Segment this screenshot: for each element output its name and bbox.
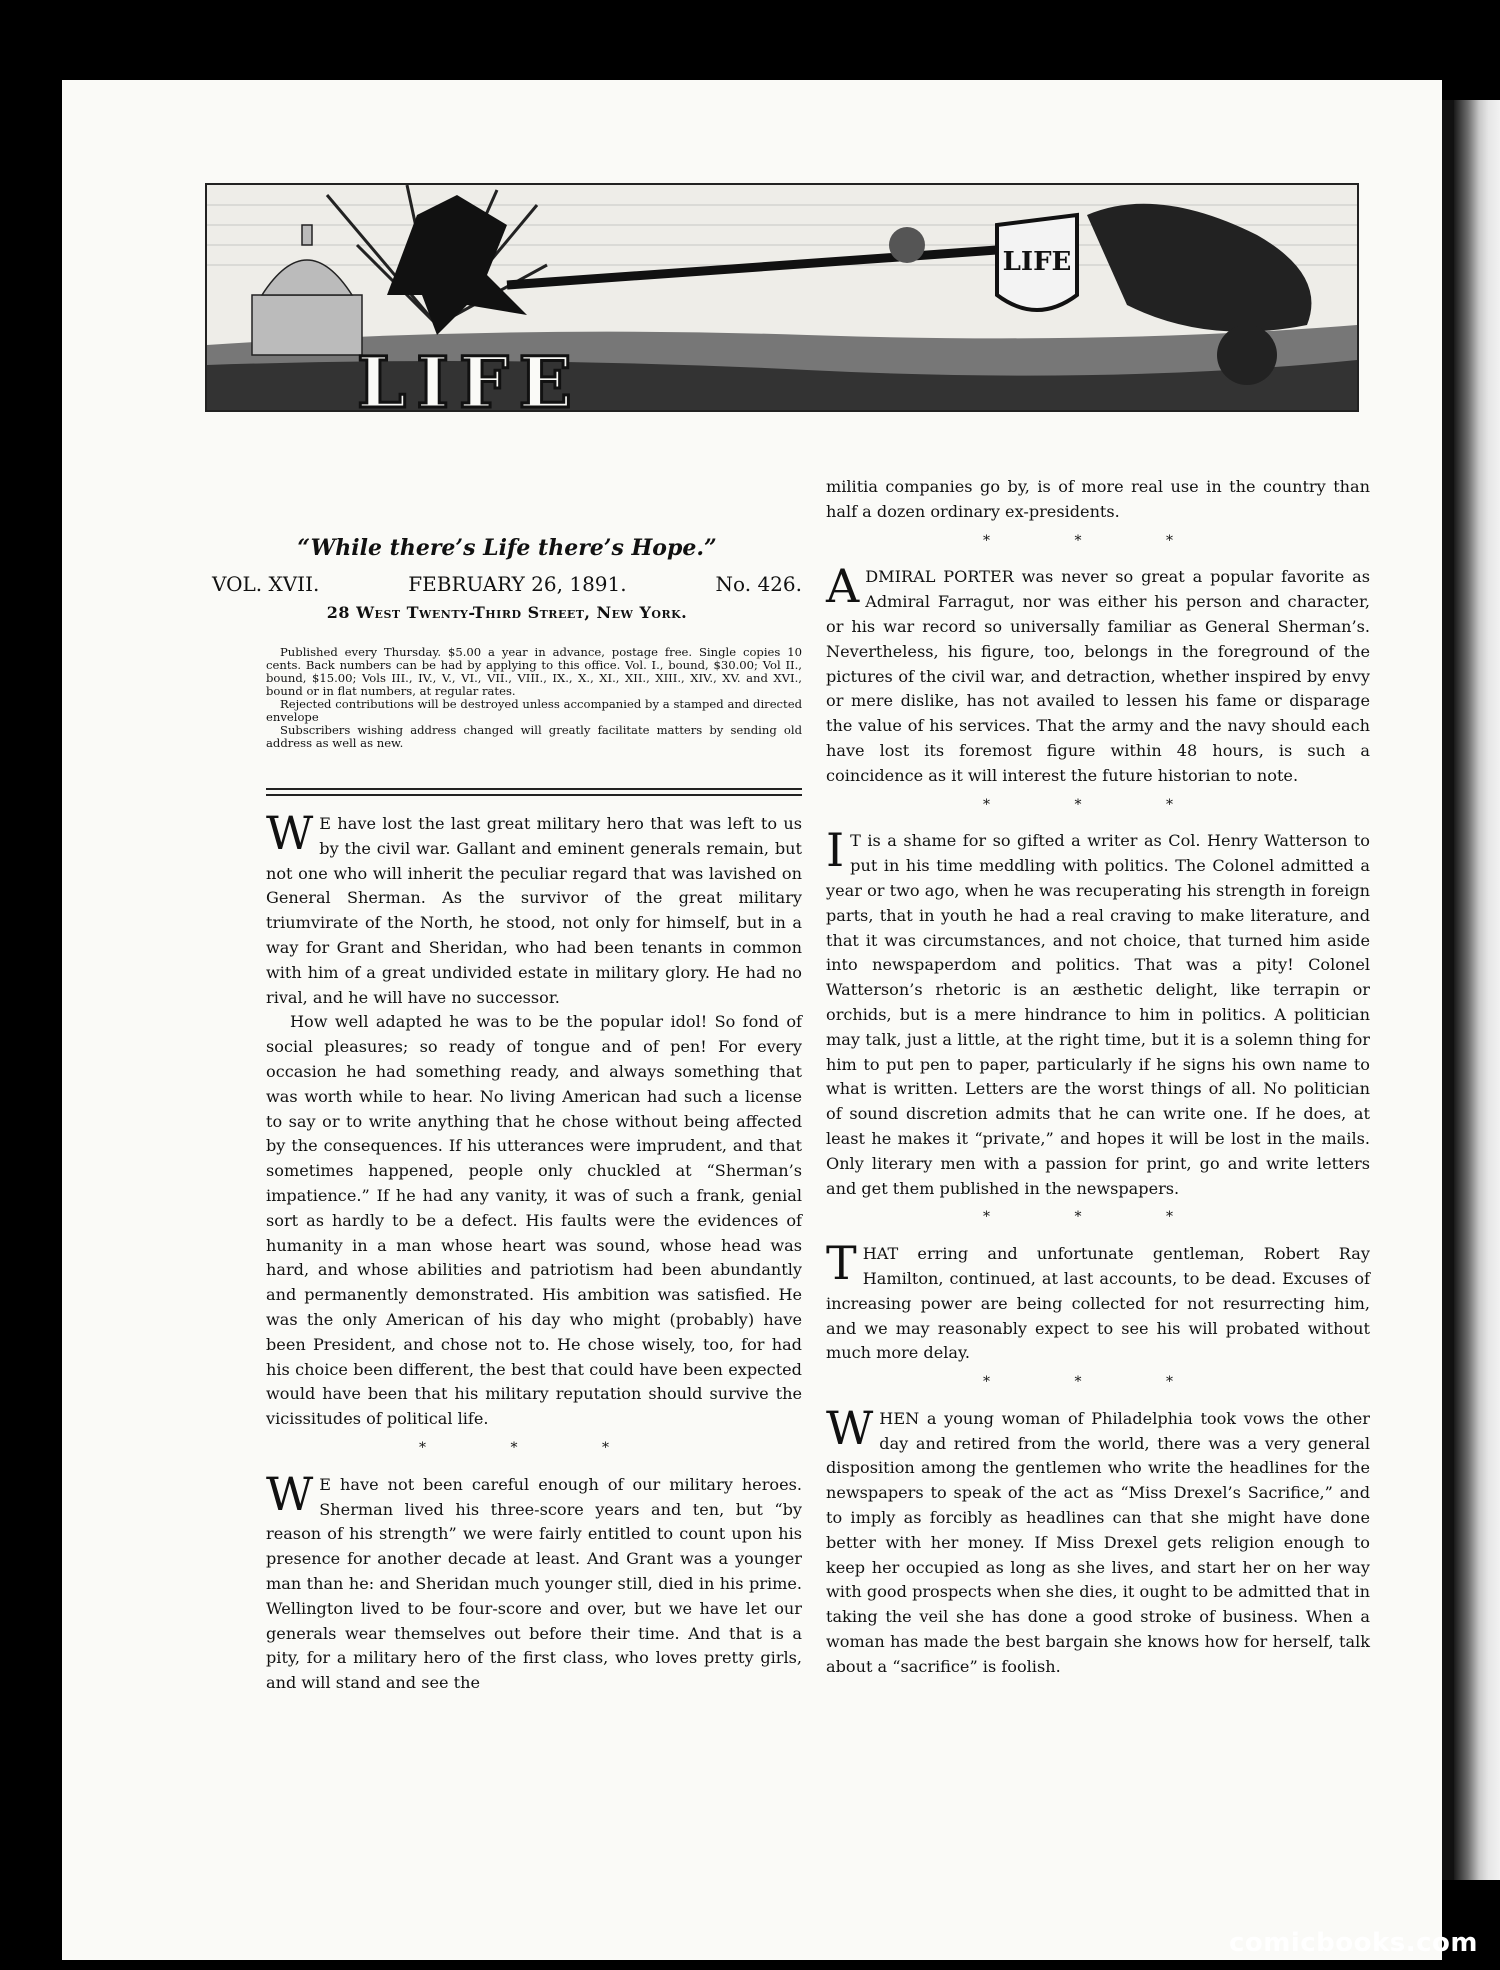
notice-subscribers: Subscribers wishing address changed will greatly facilitate matters by sending old address as well as new. [266,723,802,750]
article-continuation: militia companies go by, is of more real use in the country than half a dozen ordinary ex-presidents. [826,477,1370,521]
section-stars: * * * [983,1209,1213,1226]
article-hamilton: THAT erring and unfortunate gentleman, Robert Ray Hamilton, continued, at last accounts, to be dead. Excuses of increasing power are being collected for not resurrecting him, and we may reasonably expect to see his will probated without much more delay. [826,1236,1370,1363]
masthead-motto: “While there’s Life there’s Hope.” [297,535,717,561]
section-stars: * * * [983,796,1213,813]
source-watermark: comicbooks.com [1228,1928,1478,1958]
shield-title: LIFE [1002,247,1072,277]
drop-cap: A [826,559,860,614]
masthead-title: LIFE [357,341,583,410]
article-drexel: WHEN a young woman of Philadelphia took vows the other day and retired from the world, there was a very general disposition among the gentlemen who write the headlines for the newspapers to speak of the act as “Miss Drexel’s Sacrifice,” and to imply as forcibly as headlines can that she might have done better with her money. If Miss Drexel gets religion enough to keep her occupied as long as she lives, and start her on her way with good prospects when she dies, it ought to be admitted that in taking the veil she has done a good stroke of business. When a woman has made the best bargain she knows how for herself, talk about a “sacrifice” is foolish. [826,1400,1370,1676]
article-watterson: I T is a shame for so gifted a writer as Col. Henry Watterson to put in his time meddling with politics. The Colonel admitted a year or two ago, when he was recuperating his strength in foreign parts, that in youth he had a real craving to make literature, and that it was circumstances, and not choice, that turned him aside into newspaperdom and politics. That was a pity! Colonel Watterson’s rhetoric is an æsthetic delight, like terrapin or orchids, but is a mere hindrance to him in politics. A politician may talk, just a little, at the right time, but it is a solemn thing for him to put pen to paper, particularly if he signs his own name to what is written. Letters are the worst things of all. No politician of sound discretion admits that he can write one. If he does, at least he makes it “private,” and hopes it will be lost in the mails. Only literary men with a passion for print, go and write letters and get them published in the newspapers. [826,823,1370,1198]
drop-cap: W [266,1466,314,1521]
left-column [266,806,802,1696]
section-stars: * * * [983,1374,1213,1391]
drop-cap: W [266,806,314,860]
masthead-illustration [205,183,1359,412]
article-military-heroes: W E have not been careful enough of our military heroes. Sherman lived his three-score years and ten, but “by reason of his strength” we were fairly entitled to count upon his presence for another decade at least. And Grant was a younger man than he: and Sheridan much younger still, died in his prime. Wellington lived to be four-score and over, but we have let our generals wear themselves out before their time. And that is a pity, for a military hero of the first class, who loves pretty girls, and will stand and see the [266,1466,802,1693]
divider-rule [266,794,802,796]
masthead-issue-line [212,572,802,596]
issue-number: No. 426. [715,572,802,596]
article-admiral-porter: ADMIRAL PORTER was never so great a popular favorite as Admiral Farragut, nor was either his person and character, or his war record so universally familiar as General Sherman’s. Nevertheless, his figure, too, belongs in the foreground of the pictures of the civil war, and detraction, whether inspired by envy or mere dislike, has not availed to lessen his fame or disparage the value of his services. That the army and the navy should each have lost its foremost figure within 48 hours, is such a coincidence as it will interest the future historian to note. [826,559,1370,785]
article-sherman: W E have lost the last great military hero that was left to us by the civil war. Gallant and eminent generals remain, but not one who will inherit the peculiar regard that was lavished on General Sherman. As the survivor of the great military triumvirate of the North, he stood, not only for himself, but in a way for Grant and Sheridan, who had been tenants in common with him of a great undivided estate in military glory. He had no rival, and he will have no successor. [266,806,802,1007]
subscription-notice [266,646,802,750]
volume-number: VOL. XVII. [212,572,320,596]
issue-date: FEBRUARY 26, 1891. [408,572,627,596]
drop-cap: I [826,823,845,878]
section-stars: * * * [419,1439,649,1456]
notice-publication: Published every Thursday. $5.00 a year in advance, postage free. Single copies 10 cents. Back numbers can be had by applying to this office. Vol. I., bound, $30.00; Vol II., bound, $15.00; Vols III., IV., V., VI., VII., VIII., IX., X., XI., XII., XIII., XIV., XV. and XVI., bound or in flat numbers, at regular rates. [266,645,802,698]
section-stars: * * * [983,532,1213,549]
adjacent-page-edge [1442,100,1500,1880]
right-column [826,475,1370,1680]
article-sherman-p2: How well adapted he was to be the popular idol! So fond of social pleasures; so ready of tongue and of pen! For every occasion he had something ready, and always something that was worth while to hear. No living American had such a license to say or to write anything that he chose without being affected by the consequences. If his utterances were imprudent, and that sometimes happened, people only chuckled at “Sherman’s impatience.” If he had any vanity, it was of such a frank, genial sort as hardly to be a defect. His faults were the evidences of humanity in a man whose heart was sound, whose head was hard, and whose abilities and patriotism had been abundantly and permanently demonstrated. His ambition was satisfied. He was the only American of his day who might (probably) have been President, and chose not to. He chose wisely, too, for had his choice been different, the best that could have been expected would have been that his military reputation should survive the vicissitudes of political life. [266,1012,802,1429]
drop-cap: T [826,1236,857,1291]
divider-rule [266,788,802,790]
notice-rejected: Rejected contributions will be destroyed unless accompanied by a stamped and directed envelope [266,697,802,724]
drop-cap: W [826,1400,874,1455]
publisher-address: 28 West Twenty-Third Street, New York. [326,603,688,622]
